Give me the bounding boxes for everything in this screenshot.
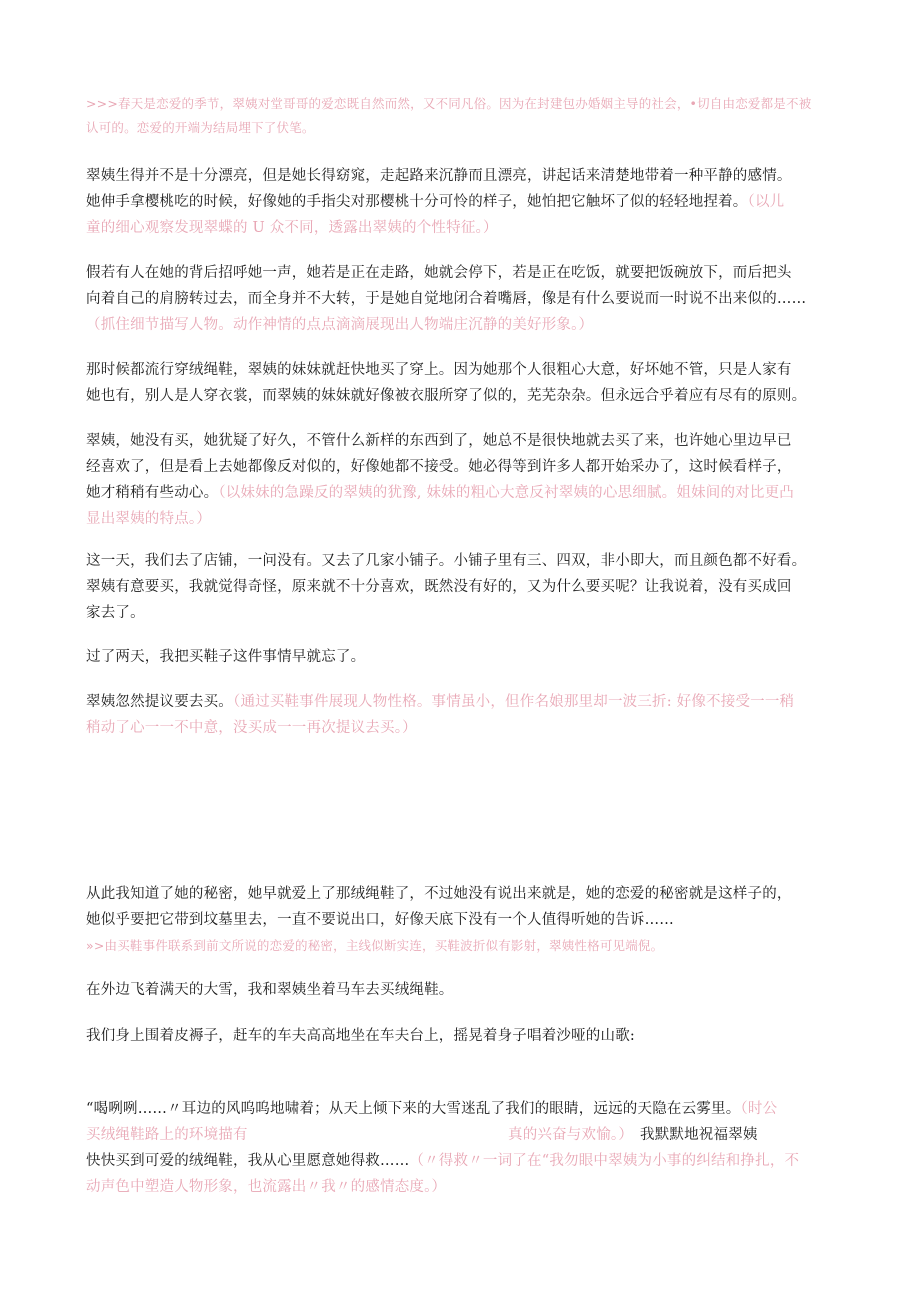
inline-annotation: （〃得救〃一词了在“我勿眼中翠姨为小事的纠结和挣扎，不	[409, 1153, 800, 1169]
text-segment: 我默默地祝福翠姨	[640, 1127, 758, 1143]
text-line: 她似乎要把它带到坟墓里去，一直不要说出口，好像天底下没有一个人值得听她的告诉……	[86, 912, 674, 928]
paragraph-8-annotation	[86, 934, 836, 958]
annotation-line: 认可的。恋爱的开端为结局埋下了伏笔。	[86, 120, 315, 135]
text-line: 那时候都流行穿绒绳鞋，翠姨的妹妹就赶快地买了穿上。因为她那个人很粗心大意，好坏她不管，只是人家有	[86, 362, 792, 378]
text-line: 假若有人在她的背后招呼她一声，她若是正在走路，她就会停下，若是正在吃饭，就要把饭碗放下，而后把头	[86, 265, 792, 281]
text-segment: 她伸手拿樱桃吃的时候，好像她的手指尖对那樱桃十分可怜的样子，她怕把它触坏了似的轻轻地捏着。	[86, 194, 748, 210]
inline-annotation: （以儿	[747, 194, 785, 210]
text-line: 翠姨，她没有买，她犹疑了好久，不管什么新样的东西到了，她总不是很快地就去买了来，也许她心里边早已	[86, 433, 792, 449]
intro-annotation	[86, 92, 836, 140]
text-line: 这一天，我们去了店铺，一问没有。又去了几家小铺子。小铺子里有三、四双，非小即大，而且颜色都不好看。	[86, 553, 807, 569]
annotation-line: 童的细心观察发现翠蝶的 U 众不同，透露出翠姨的个性特征。）	[86, 220, 498, 236]
text-line: 她也有，别人是人穿衣裳，而翠姨的妹妹就好像被衣服所穿了似的，芜芜杂杂。但永远合乎着应有尽有的原则。	[86, 388, 807, 404]
text-segment: “喝咧咧……〃耳边的风呜呜地啸着；从天上倾下来的大雪迷乱了我们的眼睛，远远的天隐在云雾里。	[86, 1101, 741, 1117]
text-line: 我们身上围着皮褥子，赶车的车夫高高地坐在车夫台上，摇晃着身子唱着沙哑的山歌:	[86, 1028, 635, 1044]
text-segment: 她才稍稍有些动心。	[86, 485, 219, 501]
paragraph-5	[86, 548, 836, 626]
paragraph-2	[86, 260, 836, 338]
inline-annotation: 买绒绳鞋路上的环境描有	[86, 1127, 248, 1143]
paragraph-4	[86, 428, 836, 532]
paragraph-1	[86, 163, 836, 241]
text-line	[86, 689, 836, 715]
annotation-line: >>>春天是恋爱的季节，翠姨对堂哥哥的爱恋既自然而然，又不同凡俗。因为在封建包办婚姻主导的社会，•切自由恋爱都是不被	[86, 96, 812, 111]
inline-annotation: （时公	[740, 1101, 778, 1117]
paragraph-10	[86, 1023, 836, 1049]
paragraph-9	[86, 977, 836, 1003]
annotation-line: 显出翠姨的特点。）	[86, 511, 212, 527]
text-segment: 翠姨忽然提议要去买。	[86, 694, 233, 710]
annotation-line: 动声色中塑造人物形象，也流露出〃我〃的感情态度。）	[86, 1179, 447, 1195]
inline-annotation: （以妹妹的急躁反的翠姨的犹豫, 妹妹的粗心大意反衬翠姨的心思细腻。姐妹间的对比更凸	[218, 485, 794, 501]
text-segment: 快快买到可爱的绒绳鞋，我从心里愿意她得救……	[86, 1153, 410, 1169]
text-line: 经喜欢了，但是看上去她都像反对似的，好像她都不接受。她必得等到许多人都开始采办了，这时候看样子，	[86, 459, 792, 475]
text-line: 从此我知道了她的秘密，她早就爱上了那绒绳鞋了，不过她没有说出来就是，她的恋爱的秘密就是这样子的，	[86, 886, 792, 902]
text-line: 在外边飞着满天的大雪，我和翠姨坐着马车去买绒绳鞋。	[86, 982, 454, 998]
annotation-line: 稍动了心一一不中意，没买成一一再次提议去买。）	[86, 720, 417, 736]
text-line: 家去了。	[86, 605, 145, 621]
annotation-line: （抓住细节描写人物。动作神情的点点滴滴展现出人物端庄沉静的美好形象。）	[86, 317, 594, 333]
paragraph-7	[86, 689, 836, 741]
text-line: 向着自己的肩膀转过去，而全身并不大转，于是她自觉地闭合着嘴唇，像是有什么要说而一时说不出来似的……	[86, 291, 807, 307]
annotation-line: »>由买鞋事件联系到前文所说的恋爱的秘密，主线似断实连，买鞋波折似有影射，翠姨性格可见端倪。	[86, 938, 664, 953]
paragraph-11	[86, 1096, 836, 1200]
text-line	[86, 1148, 836, 1174]
text-line: 翠姨生得并不是十分漂亮，但是她长得窈窕，走起路来沉静而且漂亮，讲起话来清楚地带着一种平静的感情。	[86, 168, 792, 184]
inline-annotation: （通过买鞋事件展现人物性格。事情虽小，但作名娘那里却一波三折: 好像不接受一一稍	[233, 694, 795, 710]
text-line	[86, 480, 836, 506]
text-line: 翠姨有意要买，我就觉得奇怪，原来就不十分喜欢，既然没有好的，又为什么要买呢？让我说着，没有买成回	[86, 579, 792, 595]
paragraph-6	[86, 644, 836, 670]
mixed-line	[86, 1122, 836, 1148]
text-line	[86, 1096, 836, 1122]
text-line	[86, 189, 836, 215]
paragraph-3	[86, 357, 836, 409]
inline-annotation: 真的兴奋与欢愉。）	[508, 1127, 634, 1143]
text-line: 过了两天，我把买鞋子这件事情早就忘了。	[86, 649, 366, 665]
paragraph-8	[86, 881, 836, 933]
